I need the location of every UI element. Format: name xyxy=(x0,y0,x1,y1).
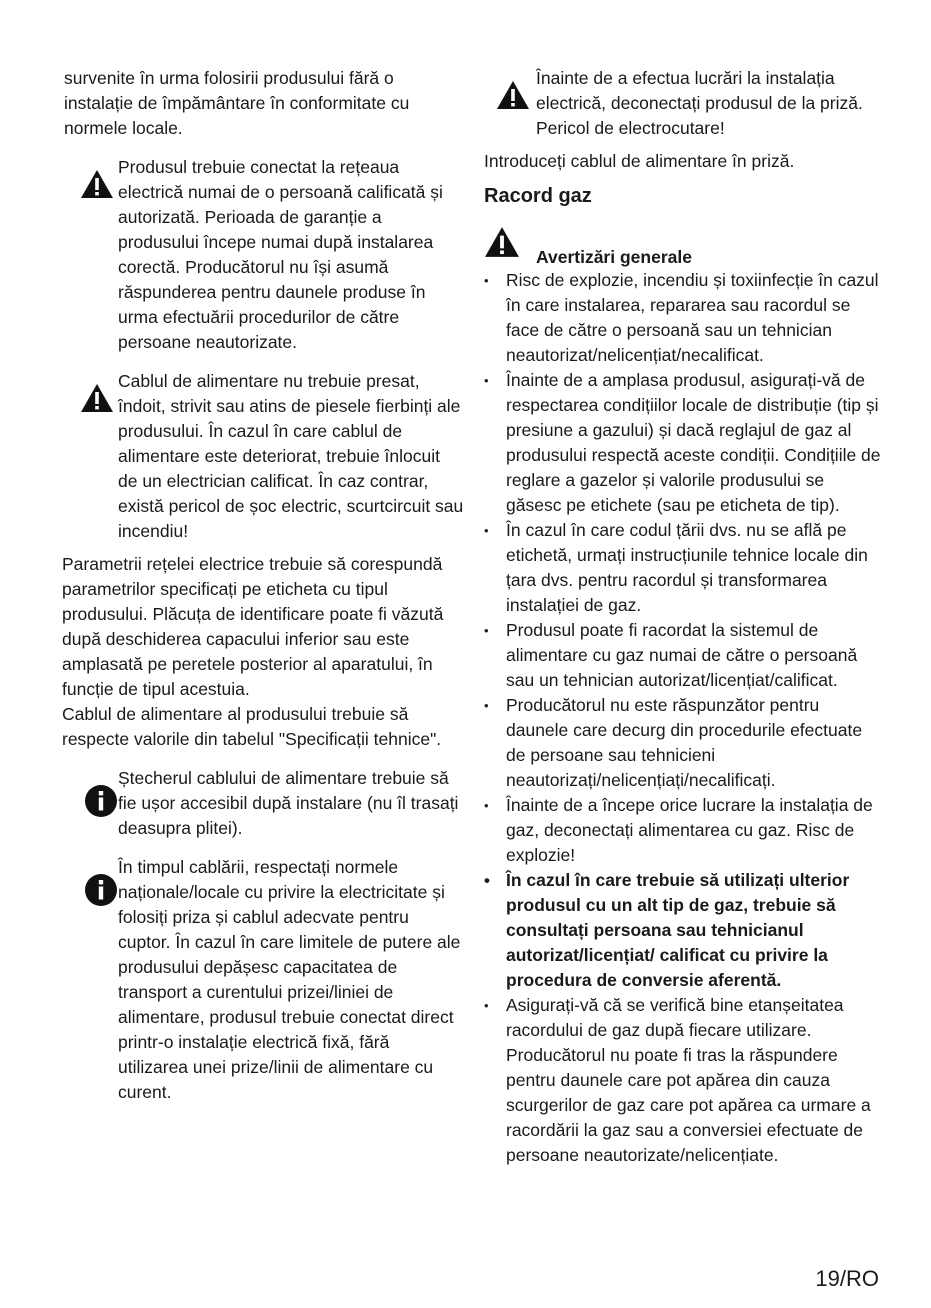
general-warnings-heading xyxy=(484,232,884,268)
warning-text-installation: Produsul trebuie conectat la rețeaua electrică numai de o persoană calificată și autorizată. Perioada de garanție a produsului începe numai după instalarea corectă. Producătorul nu își asumă răspunderea pentru daunele produse în urma efectuării procedurilor de către persoane neautorizate. xyxy=(118,157,443,352)
list-item-bold: • În cazul în care trebuie să utilizați ulterior produsul cu un alt tip de gaz, trebuie să consultați persoana sau tehnicianul autorizat/licențiat/ calificat cu privire la procedura de conversie aferentă. xyxy=(484,868,884,993)
plug-instruction: Introduceți cablul de alimentare în priză. xyxy=(484,151,795,171)
list-item: • Înainte de a începe orice lucrare la instalația de gaz, deconectați alimentarea cu gaz. Risc de explozie! xyxy=(484,793,884,868)
warning-triangle-icon xyxy=(484,226,520,258)
info-circle-icon xyxy=(84,784,118,818)
list-item: • Asigurați-vă că se verifică bine etanșeitatea racordului de gaz după fiecare utilizare. Producătorul nu poate fi tras la răspundere pentru daunele care pot apărea din cauza scurgerilor de gaz care pot apărea ca urmare a racordării la gaz sau a conversiei efectuate de persoane neautorizate/nelicențiate. xyxy=(484,993,884,1168)
list-item: • În cazul în care codul țării dvs. nu se află pe etichetă, urmați instrucțiunile tehnice locale din țara dvs. pentru racordul și transformarea instalației de gaz. xyxy=(484,518,884,618)
warning-block-cable xyxy=(64,369,464,544)
parameters-paragraph: Parametrii rețelei electrice trebuie să corespundă parametrilor specificați pe eticheta cu tipul produsului. Plăcuța de identificare poate fi văzută după deschiderea capacului inferior sau este amplasată pe peretele posterior al aparatului, în funcție de tipul acestuia. xyxy=(62,554,444,699)
warning-triangle-icon xyxy=(80,169,114,199)
warning-text-electrocution: Înainte de a efectua lucrări la instalația electrică, deconectați produsul de la priză. Pericol de electrocutare! xyxy=(536,68,863,138)
warning-block-installation xyxy=(64,155,464,355)
list-item: • Risc de explozie, incendiu și toxiinfecție în cazul în care instalarea, repararea sau racordul se face de către o persoană sau un tehnician neautorizat/nelicențiat/necalificat. xyxy=(484,268,884,368)
warning-triangle-icon xyxy=(496,80,530,110)
intro-paragraph: survenite în urma folosirii produsului fără o instalație de împământare în conformitate cu normele locale. xyxy=(64,68,410,138)
list-item: • Înainte de a amplasa produsul, asigurați-vă de respectarea condițiilor locale de distribuție (tip și presiune a gazului) și dacă reglajul de gaz al produsului respectă aceste condiții. Condițiile de reglare a gazelor și valorile produsului se găsesc pe etichete (sau pe eticheta de tip). xyxy=(484,368,884,518)
warning-triangle-icon xyxy=(80,383,114,413)
gas-warnings-list xyxy=(484,268,884,1168)
right-column xyxy=(484,66,884,1168)
left-column xyxy=(64,66,464,1105)
warning-text-cable: Cablul de alimentare nu trebuie presat, îndoit, strivit sau atins de piesele fierbinți ale produsului. În cazul în care cablul de alimentare este deteriorat, trebuie înlocuit de un electrician calificat. În caz contrar, există pericol de șoc electric, scurtcircuit sau incendiu! xyxy=(118,371,464,541)
info-block-plug xyxy=(64,766,464,841)
general-warnings-title: Avertizări generale xyxy=(536,247,692,267)
section-heading-gas: Racord gaz xyxy=(484,185,592,207)
cable-specs-paragraph: Cablul de alimentare al produsului trebuie să respecte valorile din tabelul "Specificații tehnice". xyxy=(62,704,442,749)
info-block-wiring xyxy=(64,855,464,1105)
warning-block-electrocution xyxy=(484,66,884,141)
info-text-plug: Ștecherul cablului de alimentare trebuie să fie ușor accesibil după instalare (nu îl trasați deasupra plitei). xyxy=(118,768,459,838)
list-item: • Producătorul nu este răspunzător pentru daunele care decurg din procedurile efectuate de persoane sau tehnicieni neautorizați/nelicențiați/necalificați. xyxy=(484,693,884,793)
page-number: 19/RO xyxy=(815,1266,879,1291)
list-item: • Produsul poate fi racordat la sistemul de alimentare cu gaz numai de către o persoană sau un tehnician autorizat/licențiat/calificat. xyxy=(484,618,884,693)
info-text-wiring: În timpul cablării, respectați normele naționale/locale cu privire la electricitate și folosiți priza și cablul adecvate pentru cuptor. În cazul în care limitele de putere ale produsului depășesc capacitatea de transport a curentului prizei/liniei de alimentare, produsul trebuie conectat direct printr-o instalație electrică fixă, fără utilizarea unei prize/linii de alimentare cu curent. xyxy=(118,857,461,1102)
info-circle-icon xyxy=(84,873,118,907)
